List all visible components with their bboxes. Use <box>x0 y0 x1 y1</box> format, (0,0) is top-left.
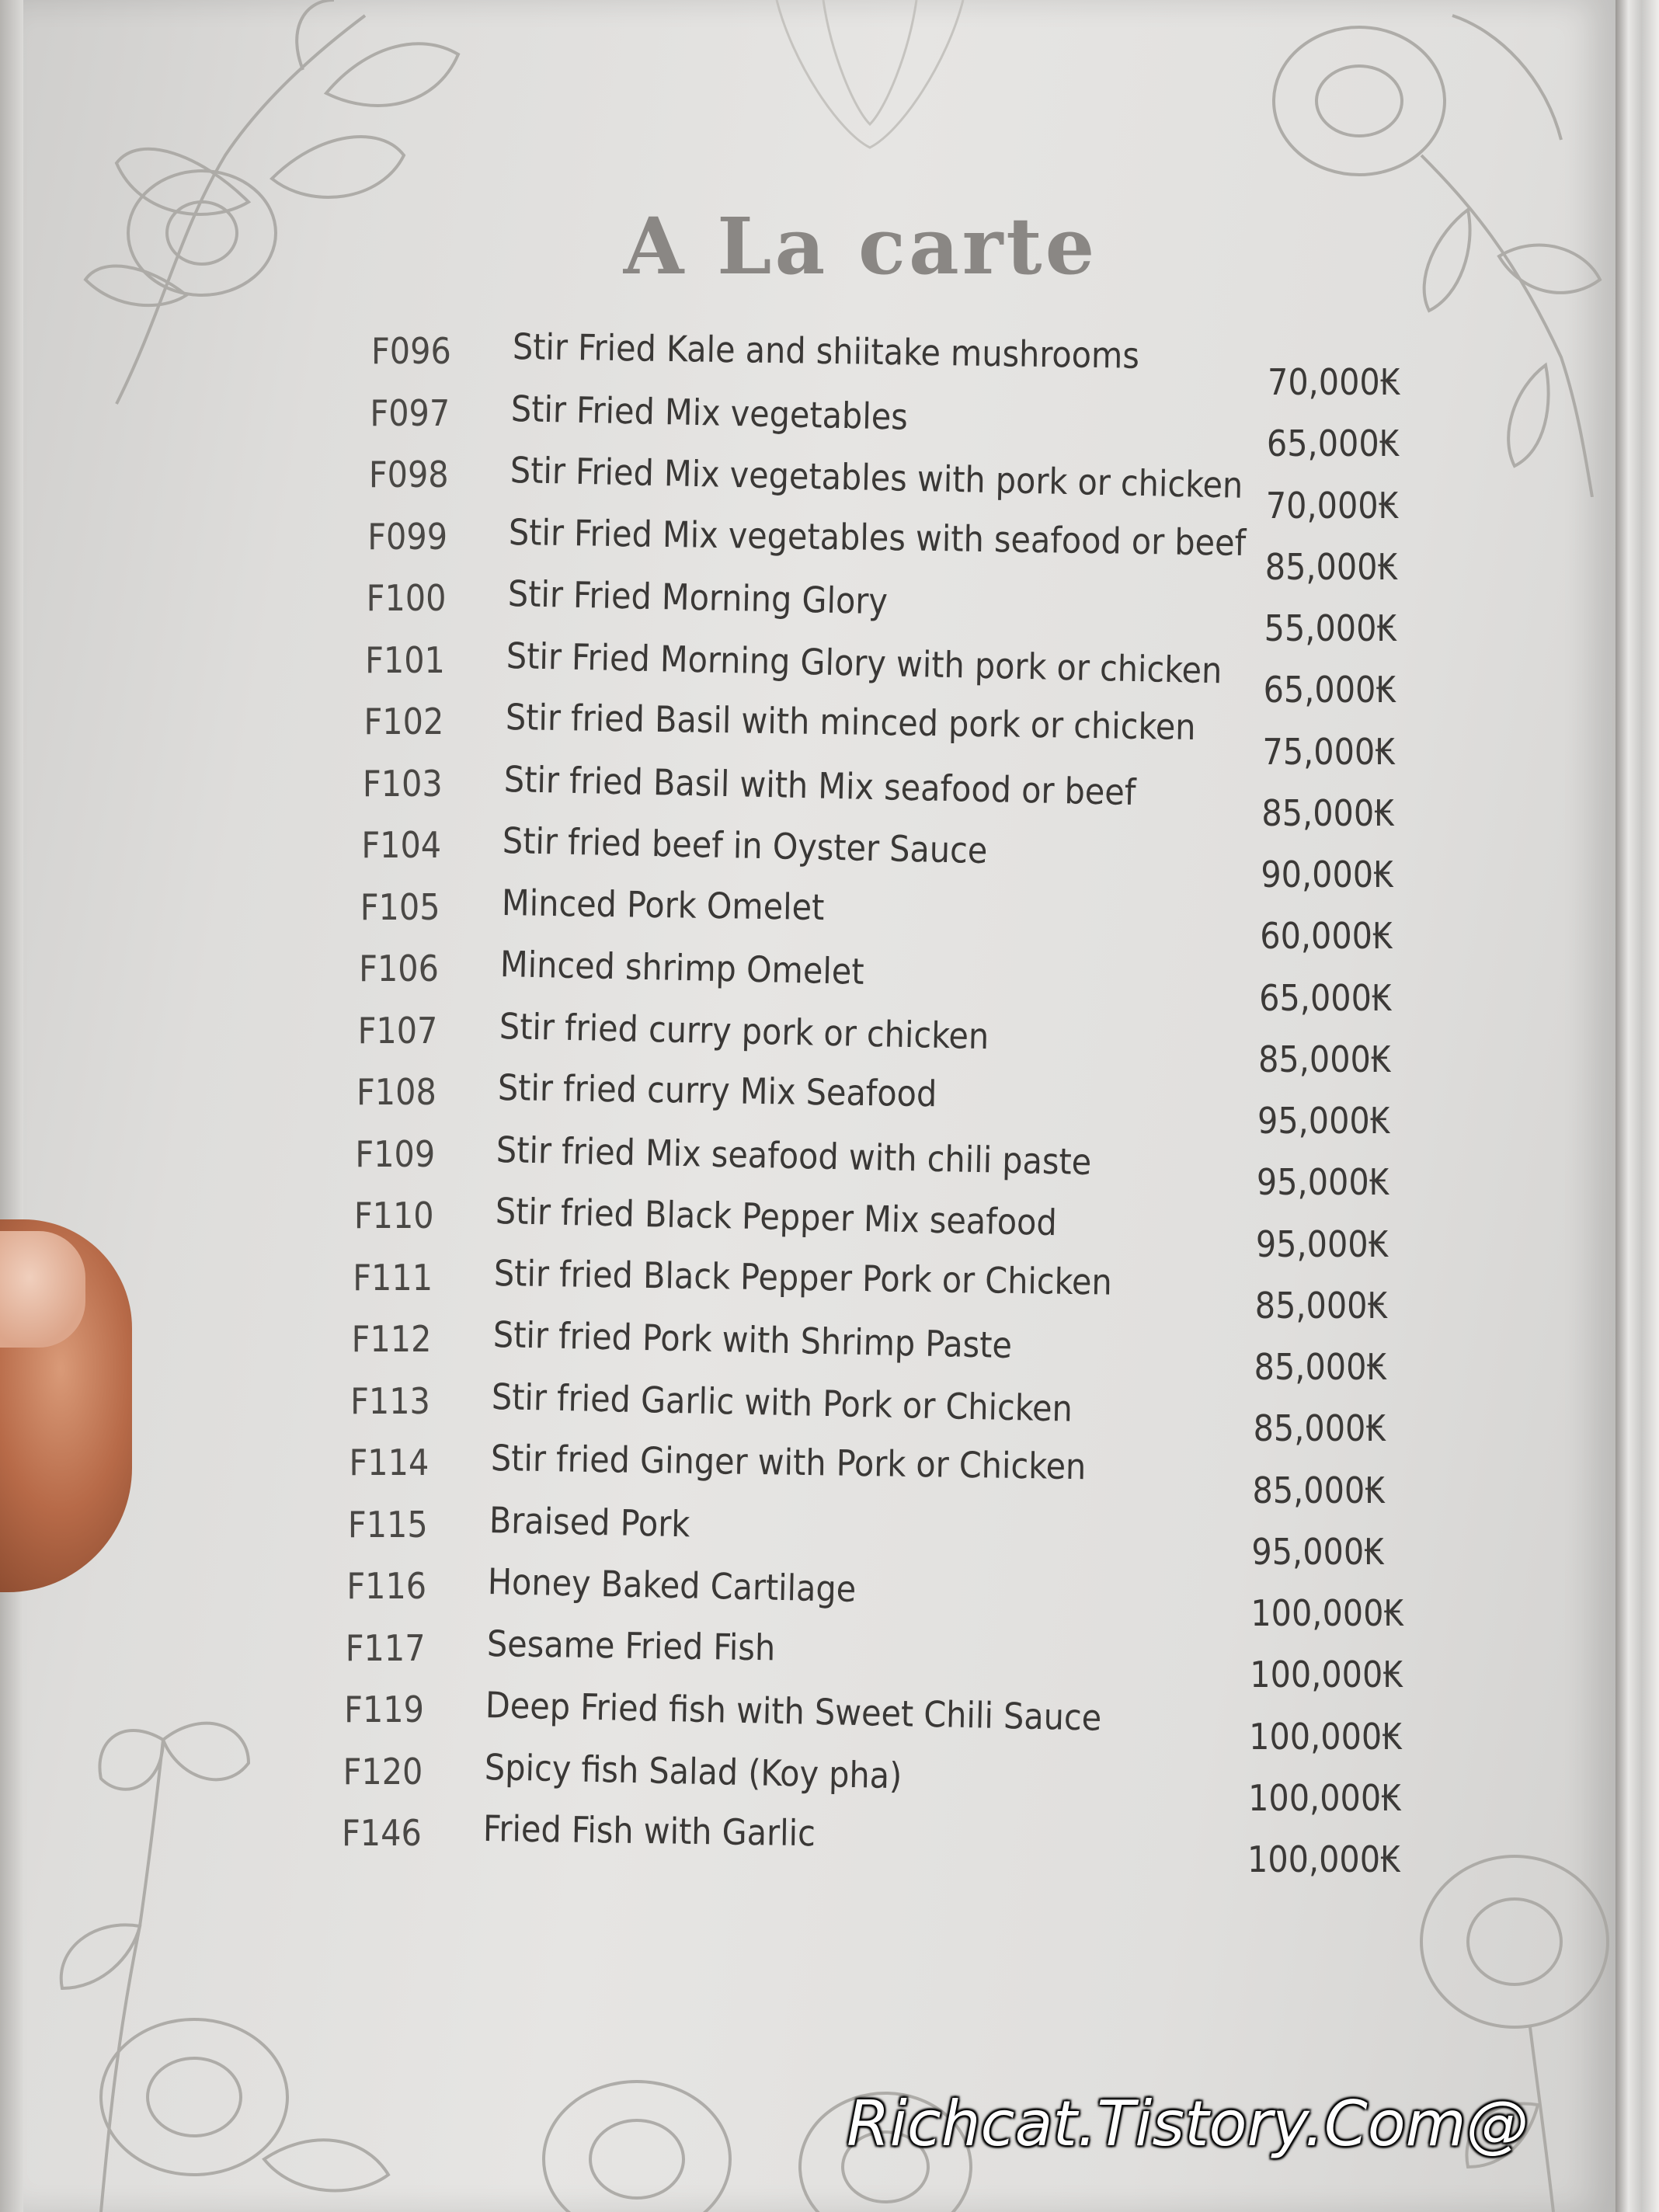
menu-item-code: F113 <box>350 1379 430 1422</box>
menu-item-code: F108 <box>356 1071 436 1113</box>
menu-item-name: Minced shrimp Omelet <box>499 943 865 993</box>
menu-item-code: F110 <box>353 1195 434 1236</box>
menu-item-code: F100 <box>366 577 447 619</box>
menu-item-price: 75,000₭ <box>1262 730 1396 773</box>
menu-item-code: F119 <box>344 1689 424 1730</box>
menu-item-name: Stir Fried Morning Glory with pork or chicken <box>506 634 1223 691</box>
menu-item-name: Stir fried Ginger with Pork or Chicken <box>490 1437 1087 1488</box>
menu-item-price: 85,000₭ <box>1254 1284 1388 1327</box>
menu-item-code: F099 <box>367 515 448 558</box>
menu-item-name: Stir fried Pork with Shrimp Paste <box>492 1313 1013 1366</box>
menu-item-price: 65,000₭ <box>1263 669 1396 711</box>
menu-item-price: 85,000₭ <box>1261 791 1395 834</box>
menu-item-code: F117 <box>345 1626 426 1669</box>
menu-item-price: 100,000₭ <box>1250 1654 1403 1696</box>
menu-item-name: Stir fried Mix seafood with chili paste <box>496 1128 1093 1183</box>
menu-item-name: Braised Pork <box>489 1498 690 1545</box>
menu-item-price: 65,000₭ <box>1259 976 1393 1019</box>
menu-item-price: 85,000₭ <box>1252 1469 1386 1511</box>
menu-item-name: Stir fried Black Pepper Pork or Chicken <box>493 1251 1113 1303</box>
menu-item-code: F109 <box>355 1132 436 1175</box>
menu-item-name: Stir fried curry pork or chicken <box>499 1004 989 1057</box>
menu-item-name: Minced Pork Omelet <box>501 881 825 928</box>
menu-item-code: F146 <box>342 1812 422 1854</box>
menu-item-price: 100,000₭ <box>1248 1776 1402 1819</box>
menu-item-name: Stir fried Garlic with Pork or Chicken <box>491 1375 1073 1430</box>
menu-item-name: Stir fried Basil with minced pork or chicken <box>505 696 1196 749</box>
menu-item-code: F114 <box>349 1442 430 1483</box>
menu-item-code: F105 <box>360 885 440 928</box>
menu-item-code: F104 <box>361 824 442 866</box>
menu-item-price: 60,000₭ <box>1260 915 1393 958</box>
menu-item-price: 100,000₭ <box>1249 1715 1403 1758</box>
menu-item-price: 85,000₭ <box>1253 1407 1386 1450</box>
menu-item-price: 95,000₭ <box>1251 1530 1385 1573</box>
menu-item-code: F106 <box>359 948 439 989</box>
menu-item-name: Stir fried beef in Oyster Sauce <box>502 819 989 872</box>
page-title: A La carte <box>623 200 1098 292</box>
menu-item-name: Stir fried curry Mix Seafood <box>497 1066 937 1115</box>
menu-item-name: Deep Fried fish with Sweet Chili Sauce <box>485 1684 1102 1739</box>
floral-top-center-icon <box>730 0 1010 155</box>
fingernail <box>0 1231 85 1348</box>
menu-item-code: F102 <box>363 701 444 743</box>
watermark: Richcat.Tistory.Com@ <box>847 2088 1529 2160</box>
menu-item-price: 55,000₭ <box>1264 607 1397 649</box>
menu-item-name: Sesame Fried Fish <box>486 1622 776 1668</box>
menu-item-price: 100,000₭ <box>1247 1838 1401 1880</box>
menu-item-code: F112 <box>351 1318 432 1360</box>
menu-item-price: 65,000₭ <box>1266 423 1400 465</box>
menu-item-name: Stir Fried Mix vegetables <box>510 387 909 438</box>
menu-item-name: Stir Fried Morning Glory <box>507 572 889 623</box>
right-page-stack <box>1616 0 1659 2212</box>
menu-item-code: F120 <box>343 1750 423 1793</box>
menu-item-price: 90,000₭ <box>1261 854 1394 896</box>
menu-item-code: F101 <box>365 638 445 681</box>
menu-item-code: F097 <box>370 391 450 434</box>
menu-item-code: F096 <box>371 330 451 372</box>
menu-item-price: 70,000₭ <box>1268 361 1401 403</box>
menu-item-name: Stir fried Black Pepper Mix seafood <box>495 1190 1058 1244</box>
menu-item-code: F115 <box>347 1503 428 1546</box>
menu-item-price: 85,000₭ <box>1254 1346 1387 1388</box>
menu-item-name: Stir Fried Mix vegetables with seafood or beef <box>508 510 1247 564</box>
menu-item-name: Stir Fried Kale and shiitake mushrooms <box>512 325 1140 377</box>
menu-item-name: Stir fried Basil with Mix seafood or beef <box>503 757 1136 813</box>
menu-item-name: Honey Baked Cartilage <box>487 1560 857 1610</box>
menu-item-price: 70,000₭ <box>1265 484 1399 527</box>
menu-item-price: 85,000₭ <box>1264 545 1398 588</box>
menu-item-name: Fried Fish with Garlic <box>482 1807 816 1855</box>
menu-item-code: F103 <box>362 762 443 805</box>
menu-item-price: 95,000₭ <box>1257 1100 1391 1142</box>
menu-item-code: F111 <box>353 1256 433 1299</box>
menu-item-price: 100,000₭ <box>1250 1592 1404 1634</box>
menu-item-code: F116 <box>346 1565 427 1607</box>
menu-item-price: 85,000₭ <box>1258 1038 1392 1080</box>
menu-item-price: 95,000₭ <box>1256 1161 1389 1204</box>
menu-item-price: 95,000₭ <box>1255 1223 1389 1265</box>
menu-item-code: F098 <box>368 454 449 496</box>
menu-item-name: Stir Fried Mix vegetables with pork or chicken <box>510 449 1243 506</box>
menu-item-code: F107 <box>357 1009 438 1052</box>
menu-item-name: Spicy fish Salad (Koy pha) <box>484 1745 903 1796</box>
